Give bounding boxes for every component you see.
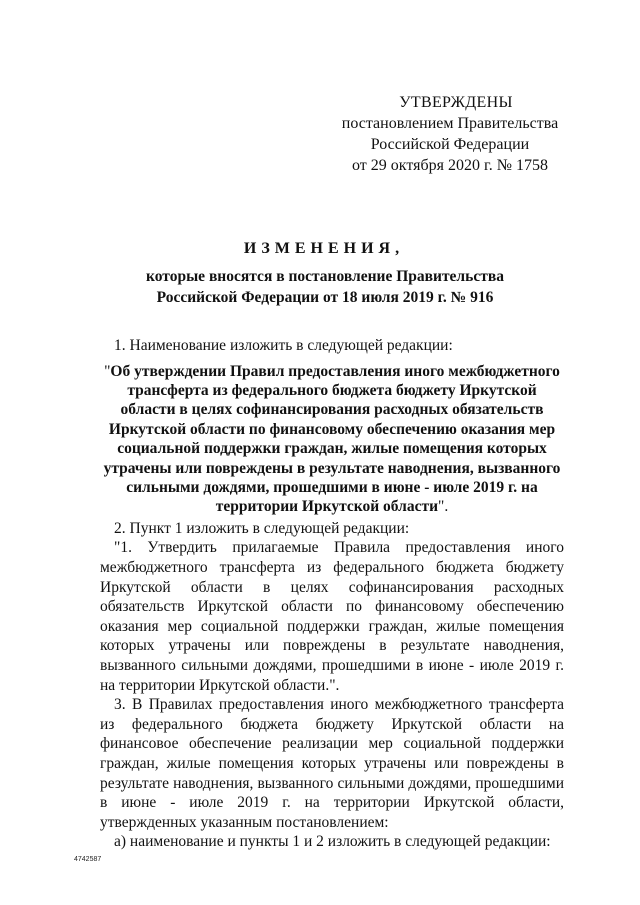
paragraph-1: 1. Наименование изложить в следующей редакции: — [114, 337, 453, 354]
quote-open-mark: " — [104, 362, 111, 380]
paragraph-2: 2. Пункт 1 изложить в следующей редакции: — [114, 519, 410, 537]
document-code: 4742587 — [74, 856, 102, 863]
paragraph-4: а) наименование и пункты 1 и 2 изложить в следующей редакции: — [114, 833, 551, 851]
approval-block — [330, 92, 570, 176]
quoted-title — [100, 362, 564, 517]
paragraph-2-text: "1. Утвердить прилагаемые Правила предоставления иного межбюджетного трансферта из федерального бюджета бюджету Иркутской области в целях софинансирования расходных обязательств Иркутской области по финансовому обеспечению оказания мер социальной поддержки граждан, жилые помещения которых утрачены или повреждены в результате наводнения, вызванного сильными дождями, прошедшими в июне - июле 2019 г. на территории Иркутской области.". — [100, 539, 564, 694]
subtitle-line-1: которые вносятся в постановление Правительства — [146, 268, 504, 285]
document-title: ИЗМЕНЕНИЯ, — [243, 240, 405, 257]
document-body — [100, 336, 564, 852]
approval-line-1: постановлением Правительства — [341, 115, 559, 132]
subtitle-line-2: Российской Федерации от 18 июля 2019 г. № 916 — [156, 289, 494, 306]
quoted-title-text: Об утверждении Правил предоставления иного межбюджетного трансферта из федерального бюджета бюджету Иркутской области в целях софинансирования расходных обязательств Иркутской области по финансовому обеспечению оказания мер социальной поддержки граждан, жилые помещения которых утрачены или повреждены в результате наводнения, вызванного сильными дождями, прошедшими в июне - июле 2019 г. на территории Иркутской области — [103, 362, 561, 516]
approval-line-3: от 29 октября 2020 г. № 1758 — [351, 157, 548, 174]
document-subtitle — [90, 266, 560, 308]
approval-heading: УТВЕРЖДЕНЫ — [399, 94, 513, 111]
paragraph-3: 3. В Правилах предоставления иного межбюджетного трансферта из федерального бюджета бюджету Иркутской области на финансовое обеспечение реализации мер социальной поддержки граждан, жилые помещения которых утрачены или повреждены в результате наводнения, вызванного сильными дождями, прошедшими в июне - июле 2019 г. на территории Иркутской области, утвержденных указанным постановлением: — [100, 696, 564, 831]
approval-line-2: Российской Федерации — [370, 136, 530, 153]
quote-close-mark: ". — [438, 498, 449, 516]
